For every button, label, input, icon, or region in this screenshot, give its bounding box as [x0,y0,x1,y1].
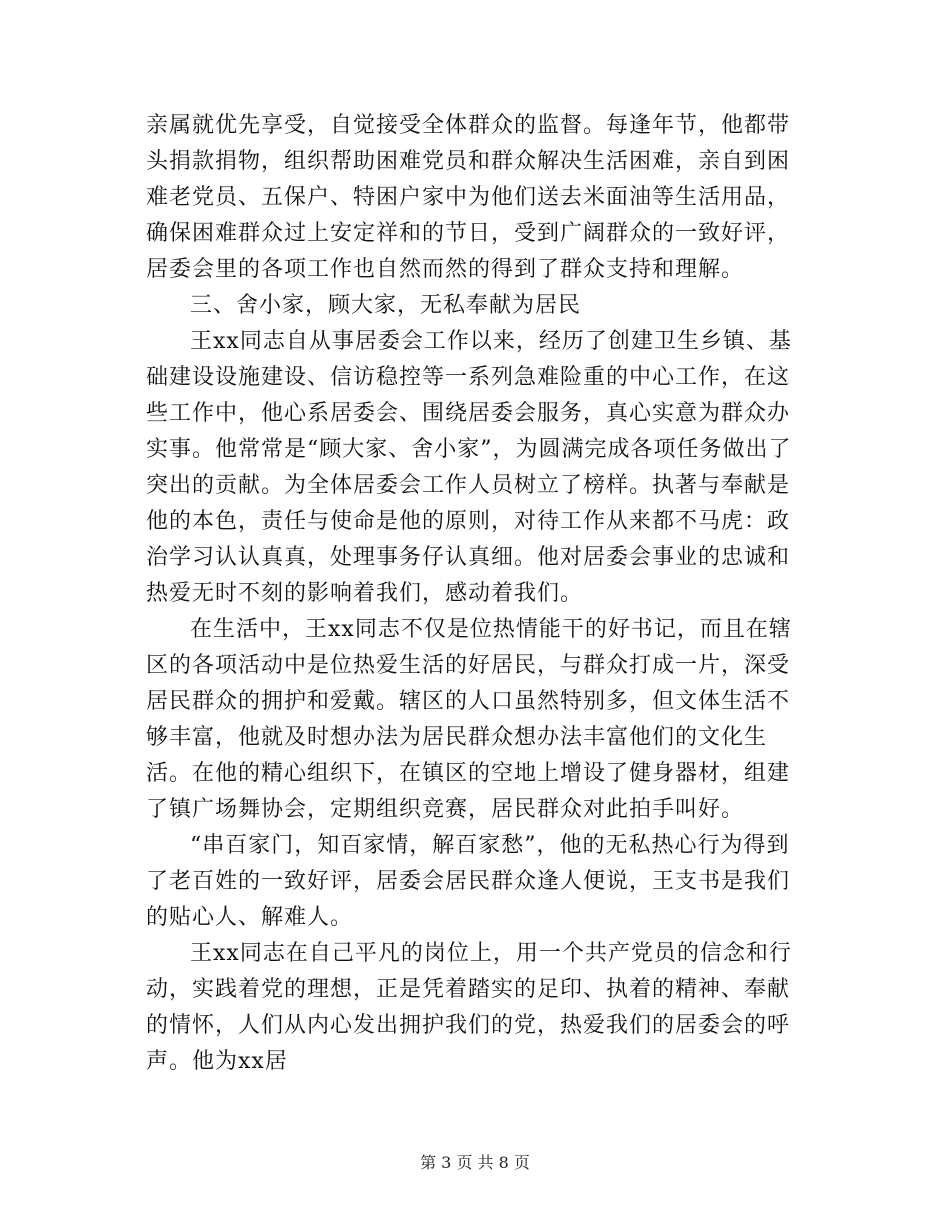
paragraph-2: 王xx同志自从事居委会工作以来，经历了创建卫生乡镇、基础建设设施建设、信访稳控等一系列急难险重的中心工作，在这些工作中，他心系居委会、围绕居委会服务，真心实意为群众办实事。他常常是“顾大家、舍小家”，为圆满完成各项任务做出了突出的贡献。为全体居委会工作人员树立了榜样。执著与奉献是他的本色，责任与使命是他的原则，对待工作从来都不马虎：政治学习认认真真，处理事务仔认真细。他对居委会事业的忠诚和热爱无时不刻的影响着我们，感动着我们。 [146,329,792,606]
section-heading: 三、舍小家，顾大家，无私奉献为居民 [190,293,582,318]
paragraph-4: “串百家门，知百家情，解百家愁”，他的无私热心行为得到了老百姓的一致好评，居委会居民群众逢人便说，王支书是我们的贴心人、解难人。 [146,833,791,930]
document-body [146,108,810,1080]
page-number-footer: 第 3 页 共 8 页 [420,1153,530,1172]
paragraph-5: 王xx同志在自己平凡的岗位上，用一个共产党员的信念和行动，实践着党的理想，正是凭着踏实的足印、执着的精神、奉献的情怀，人们从内心发出拥护我们的党，热爱我们的居委会的呼声。他为xx居 [146,941,792,1074]
paragraph-1: 亲属就优先享受，自觉接受全体群众的监督。每逢年节，他都带头捐款捐物，组织帮助困难党员和群众解决生活困难，亲自到困难老党员、五保户、特困户家中为他们送去米面油等生活用品，确保困难群众过上安定祥和的节日，受到广阔群众的一致好评，居委会里的各项工作也自然而然的得到了群众支持和理解。 [146,113,791,282]
paragraph-3: 在生活中，王xx同志不仅是位热情能干的好书记，而且在辖区的各项活动中是位热爱生活的好居民，与群众打成一片，深受居民群众的拥护和爱戴。辖区的人口虽然特别多，但文体生活不够丰富，他就及时想办法为居民群众想办法丰富他们的文化生活。在他的精心组织下，在镇区的空地上增设了健身器材，组建了镇广场舞协会，定期组织竞赛，居民群众对此拍手叫好。 [146,617,792,822]
